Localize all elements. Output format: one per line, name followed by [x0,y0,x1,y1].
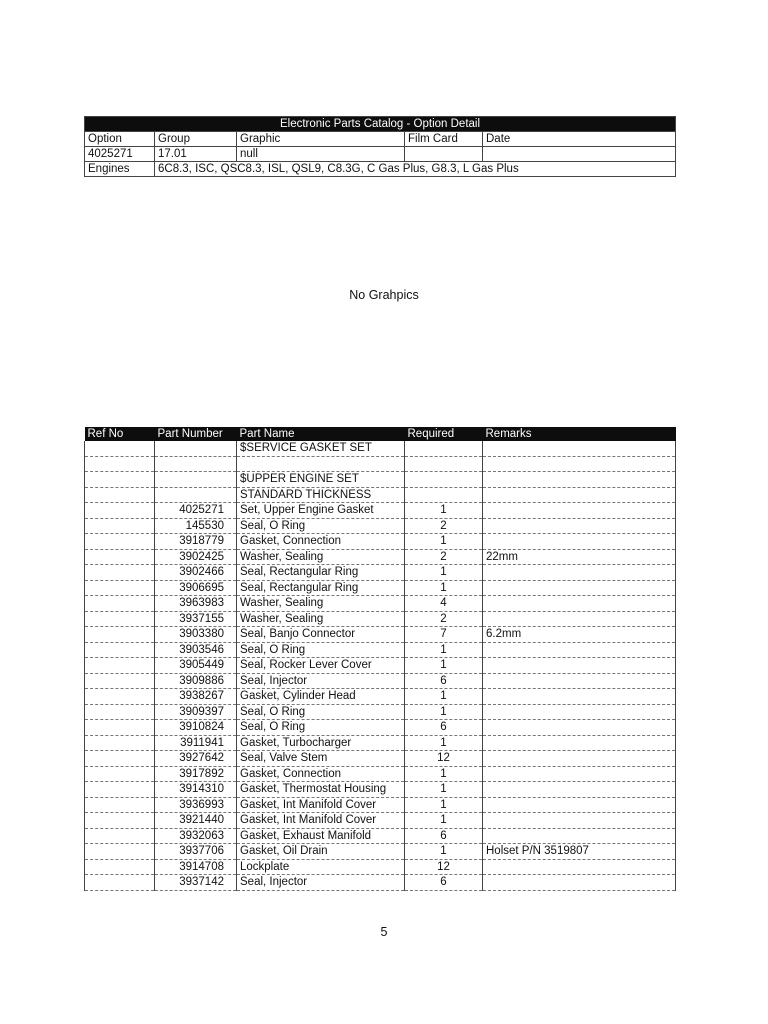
table-row [85,673,676,689]
remarks-cell [483,689,676,705]
part-number-cell: 3914310 [155,782,237,798]
ref-no-cell [85,813,155,829]
part-name-cell: Seal, O Ring [237,704,405,720]
remarks-cell [483,642,676,658]
required-cell: 6 [405,875,483,891]
required-column-header: Required [405,427,483,441]
table-row [85,627,676,643]
table-row [85,534,676,550]
part-number-cell: 3902466 [155,565,237,581]
date-value [483,147,676,162]
table-row [85,782,676,798]
required-cell [405,456,483,472]
part-number-cell: 4025271 [155,503,237,519]
remarks-cell: 22mm [483,549,676,565]
ref-no-cell [85,720,155,736]
remarks-cell [483,751,676,767]
remarks-cell [483,813,676,829]
engines-row [85,162,676,177]
ref-no-cell [85,549,155,565]
ref-no-cell [85,704,155,720]
ref-no-cell [85,658,155,674]
part-number-cell: 3906695 [155,580,237,596]
ref-no-cell [85,596,155,612]
ref-no-cell [85,766,155,782]
table-row [85,828,676,844]
ref-no-cell [85,735,155,751]
part-name-cell: Gasket, Thermostat Housing [237,782,405,798]
required-cell: 2 [405,549,483,565]
engines-label: Engines [85,162,155,177]
ref-no-cell [85,875,155,891]
ref-no-cell [85,456,155,472]
option-header-row [85,132,676,147]
part-number-cell: 3905449 [155,658,237,674]
ref-no-cell [85,534,155,550]
parts-table-body [85,441,676,890]
part-number-cell: 3909397 [155,704,237,720]
table-row [85,456,676,472]
remarks-cell: 6.2mm [483,627,676,643]
ref-no-cell [85,627,155,643]
part-name-cell: Gasket, Int Manifold Cover [237,797,405,813]
engines-value: 6C8.3, ISC, QSC8.3, ISL, QSL9, C8.3G, C Gas Plus, G8.3, L Gas Plus [155,162,676,177]
required-cell: 1 [405,782,483,798]
required-cell: 1 [405,766,483,782]
part-name-cell: Gasket, Connection [237,766,405,782]
part-name-cell [237,456,405,472]
remarks-cell [483,534,676,550]
ref-no-cell [85,472,155,488]
required-cell: 6 [405,720,483,736]
part-number-cell: 3902425 [155,549,237,565]
table-row [85,611,676,627]
ref-no-column-header: Ref No [85,427,155,441]
remarks-cell [483,720,676,736]
part-name-cell: Washer, Sealing [237,611,405,627]
remarks-cell [483,658,676,674]
no-graphics-note: No Grahpics [349,288,419,302]
part-name-cell: Gasket, Int Manifold Cover [237,813,405,829]
required-cell: 4 [405,596,483,612]
table-row [85,859,676,875]
part-number-cell [155,487,237,503]
part-name-cell: $UPPER ENGINE SET [237,472,405,488]
table-row [85,518,676,534]
remarks-cell [483,735,676,751]
ref-no-cell [85,844,155,860]
part-name-cell: Seal, Rocker Lever Cover [237,658,405,674]
required-cell [405,487,483,503]
required-cell: 1 [405,658,483,674]
remarks-cell: Holset P/N 3519807 [483,844,676,860]
ref-no-cell [85,797,155,813]
table-row [85,503,676,519]
remarks-cell [483,766,676,782]
part-name-cell: Seal, Rectangular Ring [237,565,405,581]
part-number-cell: 3932063 [155,828,237,844]
part-name-cell: Gasket, Connection [237,534,405,550]
part-name-cell: Seal, Rectangular Ring [237,580,405,596]
ref-no-cell [85,565,155,581]
ref-no-cell [85,642,155,658]
remarks-cell [483,797,676,813]
ref-no-cell [85,441,155,456]
required-cell: 1 [405,797,483,813]
part-number-cell: 3921440 [155,813,237,829]
graphic-column-header: Graphic [237,132,405,147]
part-number-cell: 3963983 [155,596,237,612]
required-cell: 6 [405,828,483,844]
group-value: 17.01 [155,147,237,162]
table-row [85,766,676,782]
part-number-cell: 3937155 [155,611,237,627]
table-row [85,441,676,456]
ref-no-cell [85,611,155,627]
remarks-cell [483,828,676,844]
ref-no-cell [85,503,155,519]
part-number-cell: 3936993 [155,797,237,813]
part-number-column-header: Part Number [155,427,237,441]
required-cell: 12 [405,859,483,875]
table-row [85,487,676,503]
part-name-cell: Washer, Sealing [237,596,405,612]
part-number-cell: 3910824 [155,720,237,736]
remarks-cell [483,859,676,875]
required-cell: 1 [405,844,483,860]
required-cell: 6 [405,673,483,689]
part-number-cell [155,472,237,488]
parts-table [84,427,676,891]
remarks-cell [483,673,676,689]
required-cell: 2 [405,518,483,534]
part-number-cell: 145530 [155,518,237,534]
option-value: 4025271 [85,147,155,162]
date-column-header: Date [483,132,676,147]
table-row [85,797,676,813]
required-cell: 12 [405,751,483,767]
table-row [85,813,676,829]
part-name-cell: STANDARD THICKNESS [237,487,405,503]
remarks-cell [483,611,676,627]
part-name-cell: Seal, O Ring [237,642,405,658]
table-row [85,704,676,720]
part-name-cell: $SERVICE GASKET SET [237,441,405,456]
part-name-cell: Seal, Banjo Connector [237,627,405,643]
part-number-cell: 3937142 [155,875,237,891]
page-number: 5 [380,925,388,939]
part-name-cell: Seal, Valve Stem [237,751,405,767]
option-values-row [85,147,676,162]
required-cell: 2 [405,611,483,627]
table-row [85,689,676,705]
group-column-header: Group [155,132,237,147]
table-row [85,658,676,674]
table-row [85,844,676,860]
remarks-cell [483,503,676,519]
option-detail-table [84,116,676,177]
remarks-cell [483,580,676,596]
required-cell: 1 [405,704,483,720]
remarks-column-header: Remarks [483,427,676,441]
required-cell [405,472,483,488]
required-cell: 1 [405,735,483,751]
remarks-cell [483,565,676,581]
remarks-cell [483,472,676,488]
part-name-cell: Gasket, Cylinder Head [237,689,405,705]
ref-no-cell [85,487,155,503]
table-row [85,642,676,658]
part-name-cell: Seal, Injector [237,875,405,891]
required-cell: 1 [405,565,483,581]
required-cell: 1 [405,534,483,550]
part-name-cell: Gasket, Turbocharger [237,735,405,751]
part-name-column-header: Part Name [237,427,405,441]
table-row [85,596,676,612]
required-cell: 1 [405,580,483,596]
part-number-cell: 3937706 [155,844,237,860]
table-row [85,720,676,736]
table-row [85,565,676,581]
ref-no-cell [85,751,155,767]
table-row [85,549,676,565]
catalog-title: Electronic Parts Catalog - Option Detail [85,117,676,132]
part-number-cell: 3927642 [155,751,237,767]
remarks-cell [483,875,676,891]
film-card-value [405,147,483,162]
part-number-cell: 3938267 [155,689,237,705]
required-cell: 1 [405,813,483,829]
option-column-header: Option [85,132,155,147]
remarks-cell [483,782,676,798]
part-name-cell: Seal, O Ring [237,720,405,736]
ref-no-cell [85,518,155,534]
graphic-value: null [237,147,405,162]
remarks-cell [483,487,676,503]
required-cell: 1 [405,642,483,658]
part-name-cell: Seal, Injector [237,673,405,689]
part-number-cell [155,456,237,472]
table-row [85,751,676,767]
ref-no-cell [85,859,155,875]
table-row [85,735,676,751]
part-name-cell: Washer, Sealing [237,549,405,565]
ref-no-cell [85,782,155,798]
part-number-cell [155,441,237,456]
part-name-cell: Seal, O Ring [237,518,405,534]
part-number-cell: 3903546 [155,642,237,658]
table-row [85,472,676,488]
part-name-cell: Lockplate [237,859,405,875]
part-number-cell: 3911941 [155,735,237,751]
table-row [85,580,676,596]
remarks-cell [483,441,676,456]
part-number-cell: 3917892 [155,766,237,782]
ref-no-cell [85,580,155,596]
parts-header-row [85,427,676,441]
remarks-cell [483,596,676,612]
required-cell [405,441,483,456]
ref-no-cell [85,689,155,705]
part-number-cell: 3909886 [155,673,237,689]
part-name-cell: Set, Upper Engine Gasket [237,503,405,519]
ref-no-cell [85,673,155,689]
required-cell: 7 [405,627,483,643]
remarks-cell [483,704,676,720]
ref-no-cell [85,828,155,844]
table-row [85,875,676,891]
part-number-cell: 3918779 [155,534,237,550]
part-name-cell: Gasket, Exhaust Manifold [237,828,405,844]
part-number-cell: 3914708 [155,859,237,875]
required-cell: 1 [405,503,483,519]
required-cell: 1 [405,689,483,705]
remarks-cell [483,456,676,472]
remarks-cell [483,518,676,534]
part-number-cell: 3903380 [155,627,237,643]
film-card-column-header: Film Card [405,132,483,147]
part-name-cell: Gasket, Oil Drain [237,844,405,860]
